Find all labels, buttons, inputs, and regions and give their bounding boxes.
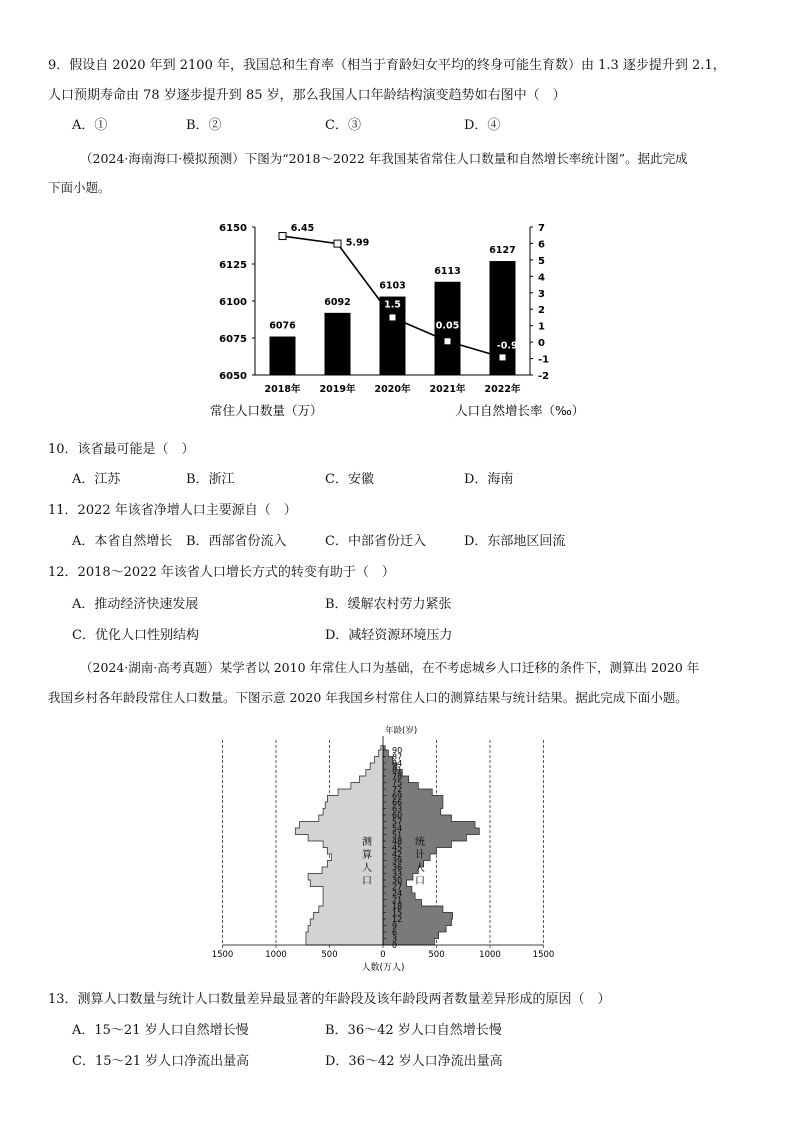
x-tick-label: 2021年 (429, 384, 466, 395)
q13-option-a: A．15～21 岁人口自然增长慢 (72, 1023, 249, 1038)
q10-stem: 10．该省最可能是（ ） (48, 442, 195, 457)
age-tick-label: 87 (392, 752, 403, 762)
intro1-line1: （2024·海南海口·模拟预测）下图为“2018～2022 年我国某省常住人口数量和自然增长率统计图”。据此完成 (80, 151, 688, 166)
right-tick-label: -2 (538, 371, 550, 382)
q9-option-d: D．④ (464, 118, 501, 133)
age-tick-label: 36 (392, 863, 403, 872)
age-tick-label: 21 (392, 895, 403, 905)
rural-population-pyramid (211, 722, 555, 974)
right-tick-label: -1 (538, 354, 550, 366)
age-tick-label: 60 (392, 811, 403, 820)
age-tick-label: 84 (392, 759, 403, 768)
left-tick-label: 6150 (219, 223, 247, 234)
left-tick-label: 6100 (219, 297, 247, 308)
age-tick-label: 45 (392, 843, 403, 853)
census-population-label: 口 (415, 876, 425, 887)
census-population-label: 计 (415, 850, 425, 861)
age-tick-label: 51 (392, 830, 403, 840)
population-tick-label: 1500 (211, 950, 234, 960)
left-series-label: 常住人口数量（万） (210, 403, 323, 418)
x-tick-label: 2018年 (264, 384, 301, 395)
population-tick-label: 500 (428, 950, 445, 960)
growth-rate-label: 6.45 (290, 223, 315, 235)
right-tick-label: 7 (538, 223, 545, 234)
q11-option-a: A．本省自然增长 (72, 534, 173, 549)
q9-option-a: A．① (72, 118, 108, 133)
age-tick-label: 72 (392, 785, 403, 794)
q13-stem: 13．测算人口数量与统计人口数量差异最显著的年龄段及该年龄段两者数量差异形成的原因（ ） (48, 992, 611, 1007)
bar-label: 6092 (324, 296, 351, 308)
bar-label: 6127 (489, 245, 516, 257)
growth-rate-point (279, 233, 286, 240)
intro2-line2: 我国乡村各年龄段常住人口数量。下图示意 2020 年我国乡村常住人口的测算结果与统计结果。据此完成下面小题。 (48, 690, 688, 705)
bar-label: 6113 (434, 265, 461, 277)
age-tick-label: 63 (392, 804, 403, 814)
right-tick-label: 5 (538, 255, 545, 267)
q11-option-c: C．中部省份迁入 (325, 534, 426, 549)
age-tick-label: 66 (392, 798, 403, 807)
age-tick-label: 39 (392, 856, 403, 866)
q13-option-b: B．36～42 岁人口自然增长慢 (325, 1023, 502, 1038)
age-tick-label: 75 (392, 778, 403, 788)
age-axis-title: 年龄(岁) (385, 726, 418, 736)
x-tick-label: 2022年 (484, 384, 521, 395)
right-tick-label: 1 (538, 321, 545, 333)
left-tick-label: 6125 (219, 260, 247, 271)
population-tick-label: 500 (321, 950, 338, 960)
population-tick-label: 1000 (265, 950, 287, 960)
age-tick-label: 48 (392, 837, 403, 846)
age-tick-label: 27 (392, 882, 403, 892)
right-tick-label: 2 (538, 305, 545, 317)
q13-option-d: D．36～42 岁人口净流出量高 (325, 1054, 503, 1069)
growth-rate-point (444, 338, 451, 345)
intro1-line2: 下面小题。 (48, 180, 111, 195)
q13-option-c: C．15～21 岁人口净流出量高 (72, 1054, 250, 1069)
right-series-label: 人口自然增长率（‰） (455, 403, 585, 418)
age-tick-label: 6 (392, 928, 398, 937)
right-tick-label: 6 (538, 239, 545, 251)
age-tick-label: 9 (392, 921, 398, 931)
q10-option-c: C．安徽 (325, 472, 374, 487)
age-tick-label: 3 (392, 934, 398, 944)
estimated-population-label: 测 (362, 837, 372, 848)
growth-rate-label: 5.99 (345, 237, 370, 249)
age-tick-label: 54 (392, 824, 403, 833)
growth-rate-point (389, 314, 396, 321)
q12-option-d: D．减轻资源环境压力 (325, 628, 453, 643)
age-tick-label: 24 (392, 889, 403, 898)
x-tick-label: 2019年 (319, 384, 356, 395)
census-population-label: 人 (415, 863, 425, 874)
right-tick-label: 3 (538, 288, 545, 300)
estimated-population-label: 口 (362, 876, 372, 887)
age-tick-label: 0 (392, 941, 398, 950)
q9-stem-line1: 9．假设自 2020 年到 2100 年，我国总和生育率（相当于育龄妇女平均的终身可能生育数）由 1.3 逐步提升到 2.1， (48, 58, 726, 73)
age-tick-label: 15 (392, 908, 403, 918)
age-tick-label: 78 (392, 772, 403, 781)
bar-label: 6103 (379, 280, 406, 292)
right-tick-label: 0 (538, 338, 545, 350)
q9-option-c: C．③ (325, 118, 361, 133)
age-tick-label: 33 (392, 869, 403, 879)
growth-rate-point (499, 354, 506, 361)
q9-stem-line2: 人口预期寿命由 78 岁逐步提升到 85 岁，那么我国人口年龄结构演变趋势如右图中（ ） (48, 88, 566, 103)
population-axis-title: 人数(万人) (361, 963, 405, 973)
q12-option-b: B．缓解农村劳力紧张 (325, 597, 452, 612)
q12-option-a: A．推动经济快速发展 (72, 597, 199, 612)
age-tick-label: 42 (392, 850, 403, 859)
q10-option-d: D．海南 (464, 472, 514, 487)
q11-stem: 11．2022 年该省净增人口主要源自（ ） (48, 503, 297, 518)
growth-rate-point (334, 240, 341, 247)
population-tick-label: 1000 (479, 950, 501, 960)
q10-option-a: A．江苏 (72, 472, 121, 487)
age-tick-label: 81 (392, 765, 403, 775)
growth-rate-label: -0.93 (496, 340, 525, 352)
q12-option-c: C．优化人口性别结构 (72, 628, 199, 643)
left-tick-label: 6050 (219, 371, 247, 382)
age-tick-label: 90 (392, 746, 403, 755)
q10-option-b: B．浙江 (186, 472, 235, 487)
growth-rate-label: 1.5 (384, 299, 401, 311)
growth-rate-label: 0.05 (435, 320, 460, 332)
bar-label: 6076 (269, 320, 296, 332)
left-tick-label: 6075 (219, 334, 247, 345)
q12-stem: 12．2018～2022 年该省人口增长方式的转变有助于（ ） (48, 565, 395, 580)
population-tick-label: 1500 (532, 950, 555, 960)
bar (270, 337, 296, 375)
estimated-population-label: 人 (362, 863, 372, 874)
population-tick-label: 0 (380, 950, 386, 960)
q11-option-b: B．西部省份流入 (186, 534, 287, 549)
population-growth-chart (200, 215, 590, 420)
right-tick-label: 4 (538, 272, 545, 284)
bar (325, 313, 351, 375)
x-tick-label: 2020年 (374, 384, 411, 395)
age-tick-label: 57 (392, 817, 403, 827)
estimated-population-label: 算 (362, 850, 372, 861)
census-population-label: 统 (415, 837, 425, 848)
q11-option-d: D．东部地区回流 (464, 534, 566, 549)
age-tick-label: 69 (392, 791, 403, 801)
age-tick-label: 30 (392, 876, 403, 885)
age-tick-label: 12 (392, 915, 403, 924)
age-tick-label: 18 (392, 902, 403, 911)
intro2-line1: （2024·湖南·高考真题）某学者以 2010 年常住人口为基础，在不考虑城乡人口迁移的条件下，测算出 2020 年 (80, 660, 700, 675)
q9-option-b: B．② (186, 118, 222, 133)
